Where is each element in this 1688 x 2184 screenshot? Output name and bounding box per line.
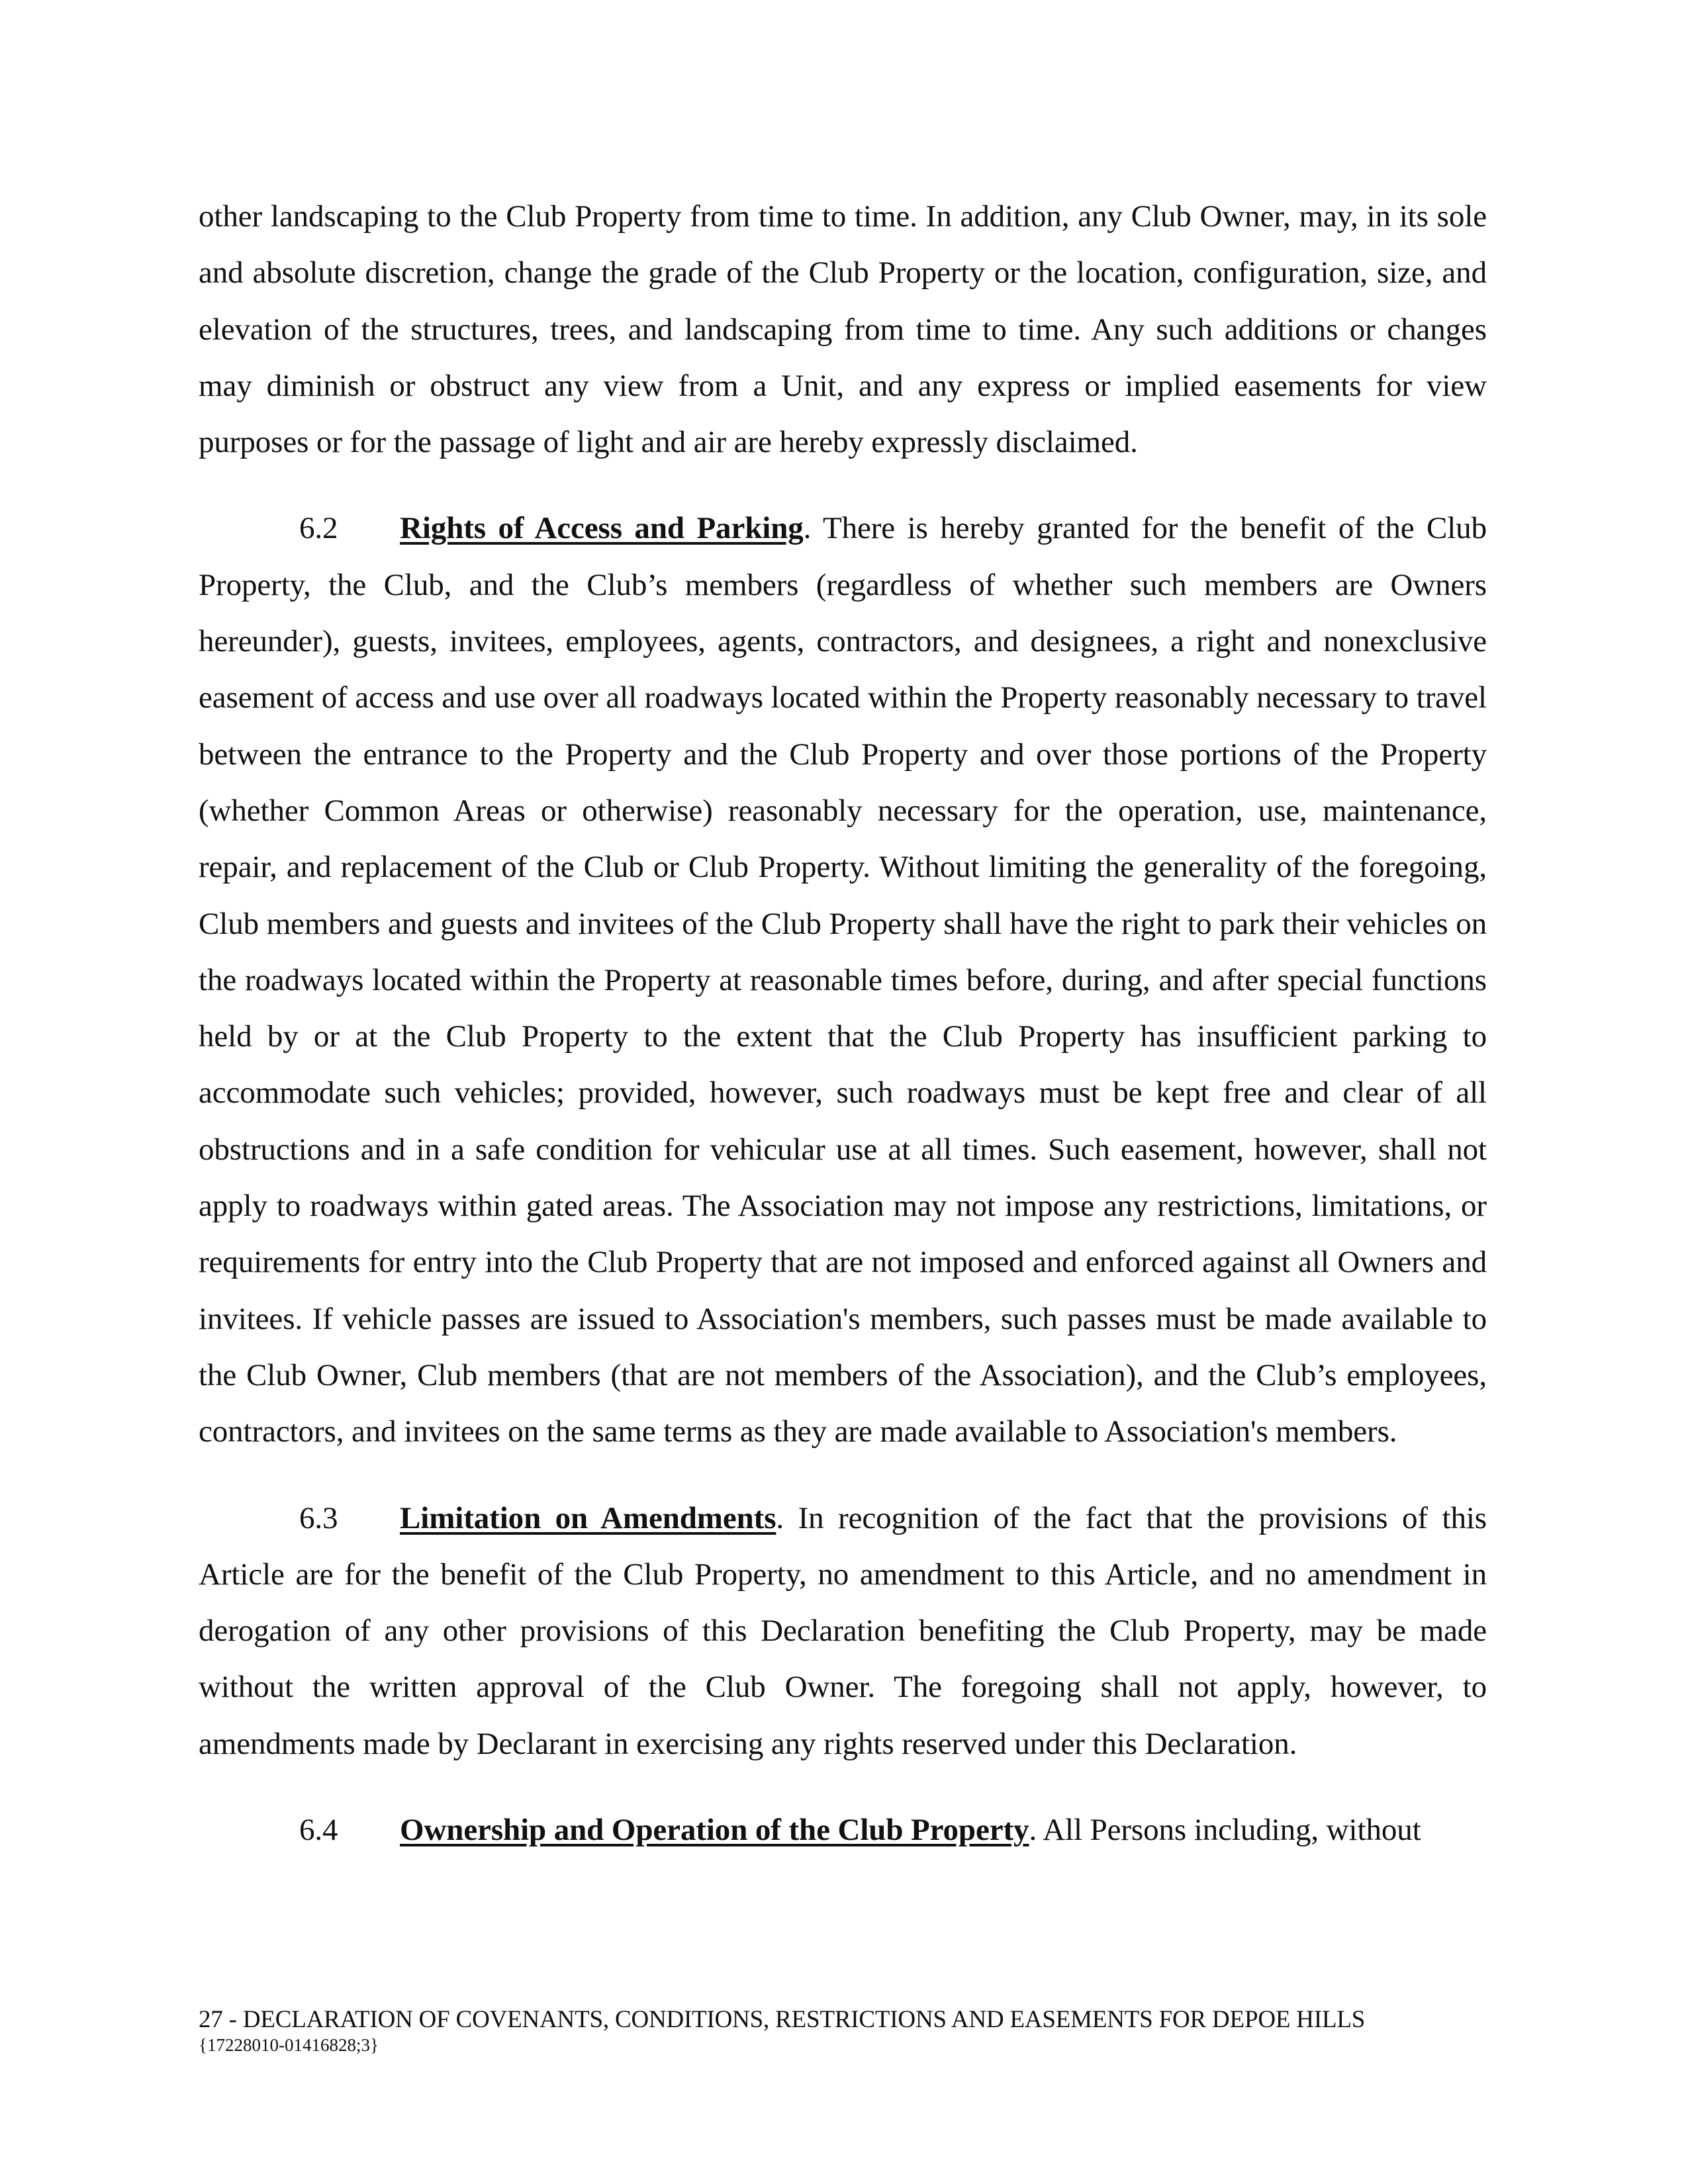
- section-6-4: [199, 1802, 1487, 1858]
- section-number: 6.4: [299, 1813, 338, 1848]
- section-heading: Limitation on Amendments: [400, 1500, 776, 1535]
- document-body: [199, 189, 1487, 1858]
- footer-doc-id: {17228010-01416828;3}: [199, 2035, 379, 2055]
- page-footer: [199, 2005, 1365, 2056]
- section-6-2: [199, 500, 1487, 1460]
- section-body: . In recognition of the fact that the provisions of this Article are for the benefit of the Club Property, no amendment to this Article, and no amendment in derogation of any other provisions of this Declaration benefiting the Club Property, may be made without the written approval of the Club Owner. The foregoing shall not apply, however, to amendments made by Declarant in exercising any rights reserved under this Declaration.: [199, 1500, 1487, 1761]
- section-body: . There is hereby granted for the benefit of the Club Property, the Club, and the Club’s members (regardless of whether such members are Owners hereunder), guests, invitees, employees, agents, contractors, and designees, a right and nonexclusive easement of access and use over all roadways located within the Property reasonably necessary to travel between the entrance to the Property and the Club Property and over those portions of the Property (whether Common Areas or otherwise) reasonably necessary for the operation, use, maintenance, repair, and replacement of the Club or Club Property. Without limiting the generality of the foregoing, Club members and guests and invitees of the Club Property shall have the right to park their vehicles on the roadways located within the Property at reasonable times before, during, and after special functions held by or at the Club Property to the extent that the Club Property has insufficient parking to accommodate such vehicles; provided, however, such roadways must be kept free and clear of all obstructions and in a safe condition for vehicular use at all times. Such easement, however, shall not apply to roadways within gated areas. The Association may not impose any restrictions, limitations, or requirements for entry into the Club Property that are not imposed and enforced against all Owners and invitees. If vehicle passes are issued to Association's members, such passes must be made available to the Club Owner, Club members (that are not members of the Association), and the Club’s employees, contractors, and invitees on the same terms as they are made available to Association's members.: [199, 511, 1487, 1449]
- section-number: 6.2: [299, 511, 338, 546]
- section-6-3: [199, 1490, 1487, 1772]
- section-number: 6.3: [299, 1500, 338, 1535]
- section-heading: Rights of Access and Parking: [400, 511, 804, 546]
- section-body: . All Persons including, without: [1029, 1813, 1421, 1848]
- footer-title: 27 - DECLARATION OF COVENANTS, CONDITIONS, RESTRICTIONS AND EASEMENTS FOR DEPOE HILLS: [199, 2006, 1366, 2033]
- section-heading: Ownership and Operation of the Club Property: [400, 1813, 1029, 1848]
- continuation-paragraph: other landscaping to the Club Property from time to time. In addition, any Club Owner, may, in its sole and absolute discretion, change the grade of the Club Property or the location, configuration, size, and elevation of the structures, trees, and landscaping from time to time. Any such additions or changes may diminish or obstruct any view from a Unit, and any express or implied easements for view purposes or for the passage of light and air are hereby expressly disclaimed.: [199, 199, 1487, 460]
